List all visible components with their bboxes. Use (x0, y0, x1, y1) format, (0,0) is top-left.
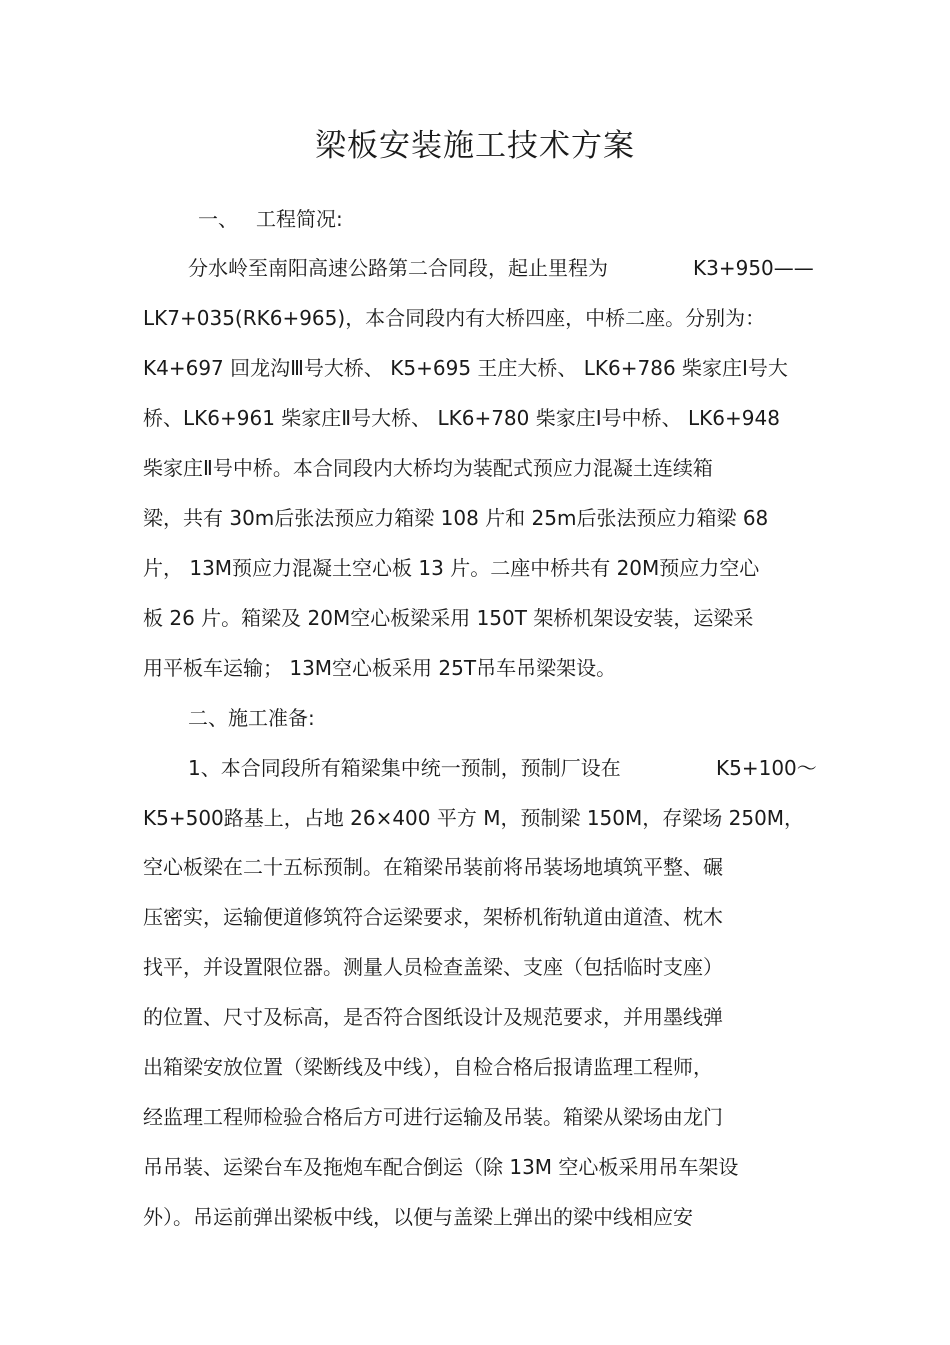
paragraph-line-right: K3+950—— (693, 256, 814, 280)
section-2-heading: 二、施工准备: (188, 706, 315, 730)
paragraph-line: 出箱梁安放位置（梁断线及中线），自检合格后报请监理工程师， (143, 1055, 713, 1079)
paragraph-line: 外）。吊运前弹出梁板中线，以便与盖梁上弹出的梁中线相应安 (143, 1205, 693, 1229)
paragraph-line: K5+500路基上，占地 26×400 平方 M，预制梁 150M，存梁场 250M， (143, 806, 805, 830)
paragraph-line: K4+697 回龙沟Ⅲ号大桥、 K5+695 王庄大桥、 LK6+786 柴家庄Ⅰ号大 (143, 356, 788, 380)
paragraph-line: 分水岭至南阳高速公路第二合同段，起止里程为 (188, 256, 608, 280)
paragraph-line: 桥、LK6+961 柴家庄Ⅱ号大桥、 LK6+780 柴家庄Ⅰ号中桥、 LK6+948 (143, 406, 780, 430)
section-1-heading: 工程简况: (256, 207, 343, 231)
section-1-number: 一、 (198, 207, 238, 231)
paragraph-line-right: K5+100～ (716, 756, 817, 780)
document-title: 梁板安装施工技术方案 (315, 128, 635, 164)
paragraph-line: 空心板梁在二十五标预制。在箱梁吊装前将吊装场地填筑平整、碾 (143, 855, 723, 879)
paragraph-line: 1、本合同段所有箱梁集中统一预制，预制厂设在 (188, 756, 621, 780)
paragraph-line: 柴家庄Ⅱ号中桥。本合同段内大桥均为装配式预应力混凝土连续箱 (143, 456, 713, 480)
paragraph-line: 的位置、尺寸及标高，是否符合图纸设计及规范要求，并用墨线弹 (143, 1005, 723, 1029)
paragraph-line: 用平板车运输； 13M空心板采用 25T吊车吊梁架设。 (143, 656, 617, 680)
paragraph-line: LK7+035(RK6+965)，本合同段内有大桥四座，中桥二座。分别为： (143, 306, 766, 330)
paragraph-line: 梁，共有 30m后张法预应力箱梁 108 片和 25m后张法预应力箱梁 68 (143, 506, 769, 530)
paragraph-line: 片， 13M预应力混凝土空心板 13 片。二座中桥共有 20M预应力空心 (143, 556, 760, 580)
paragraph-line: 压密实，运输便道修筑符合运梁要求，架桥机衔轨道由道渣、枕木 (143, 905, 723, 929)
paragraph-line: 找平，并设置限位器。测量人员检查盖梁、支座（包括临时支座） (143, 955, 723, 979)
paragraph-line: 吊吊装、运梁台车及拖炮车配合倒运（除 13M 空心板采用吊车架设 (143, 1155, 739, 1179)
paragraph-line: 板 26 片。箱梁及 20M空心板梁采用 150T 架桥机架设安装，运梁采 (143, 606, 754, 630)
paragraph-line: 经监理工程师检验合格后方可进行运输及吊装。箱梁从梁场由龙门 (143, 1105, 723, 1129)
